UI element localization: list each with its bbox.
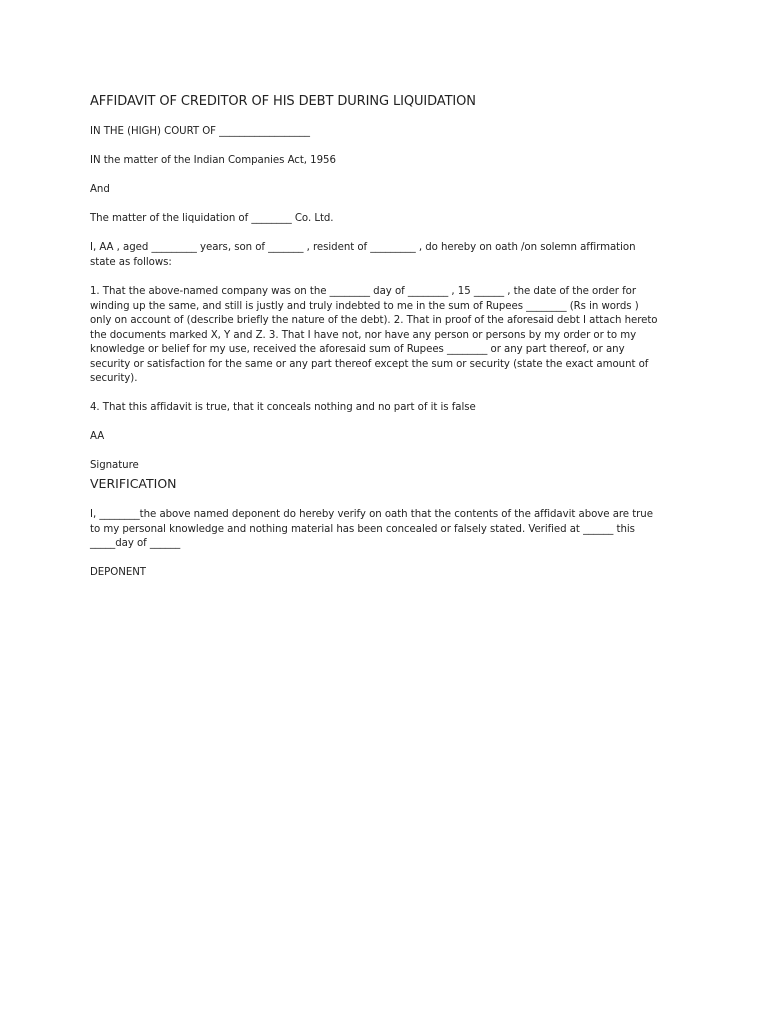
clause-line: winding up the same, and still is justly and truly indebted to me in the sum of Rupees ________ (Rs in words ) <box>90 300 639 312</box>
court-line: IN THE (HIGH) COURT OF __________________ <box>90 126 310 137</box>
and-line: And <box>90 184 110 195</box>
verification-line: _____day of ______ <box>90 538 181 549</box>
deponent-label: DEPONENT <box>90 567 146 578</box>
clause-line: knowledge or belief for my use, received the aforesaid sum of Rupees ________ or any part thereof, or any <box>90 344 625 355</box>
clause-line: the documents marked X, Y and Z. 3. That I have not, nor have any person or persons by my order or to my <box>90 329 637 341</box>
verification-line: to my personal knowledge and nothing material has been concealed or falsely stated. Verified at ______ this <box>90 523 635 535</box>
signature-label: Signature <box>90 460 139 471</box>
clauses-paragraph <box>90 285 680 387</box>
liquidation-line: The matter of the liquidation of ________ Co. Ltd. <box>90 213 334 224</box>
clause-4: 4. That this affidavit is true, that it conceals nothing and no part of it is false <box>90 402 476 413</box>
verification-heading: VERIFICATION <box>90 476 177 491</box>
intro-line: state as follows: <box>90 256 172 268</box>
intro-line: I, AA , aged _________ years, son of _______ , resident of _________ , do hereby on oath /on solemn affirmation <box>90 242 636 253</box>
deponent-initials: AA <box>90 431 105 442</box>
verification-paragraph <box>90 508 680 552</box>
clause-line: security or satisfaction for the same or any part thereof except the sum or security (state the exact amount of <box>90 358 649 370</box>
verification-line: I, ________the above named deponent do hereby verify on oath that the contents of the affidavit above are true <box>90 509 653 520</box>
clause-line: only on account of (describe briefly the nature of the debt). 2. That in proof of the aforesaid debt I attach hereto <box>90 315 658 326</box>
document-title: AFFIDAVIT OF CREDITOR OF HIS DEBT DURING LIQUIDATION <box>90 94 476 109</box>
clause-line: 1. That the above-named company was on the ________ day of ________ , 15 ______ , the date of the order for <box>90 286 636 297</box>
intro-paragraph <box>90 241 680 270</box>
clause-line: security). <box>90 373 138 384</box>
matter-line: IN the matter of the Indian Companies Act, 1956 <box>90 155 336 166</box>
